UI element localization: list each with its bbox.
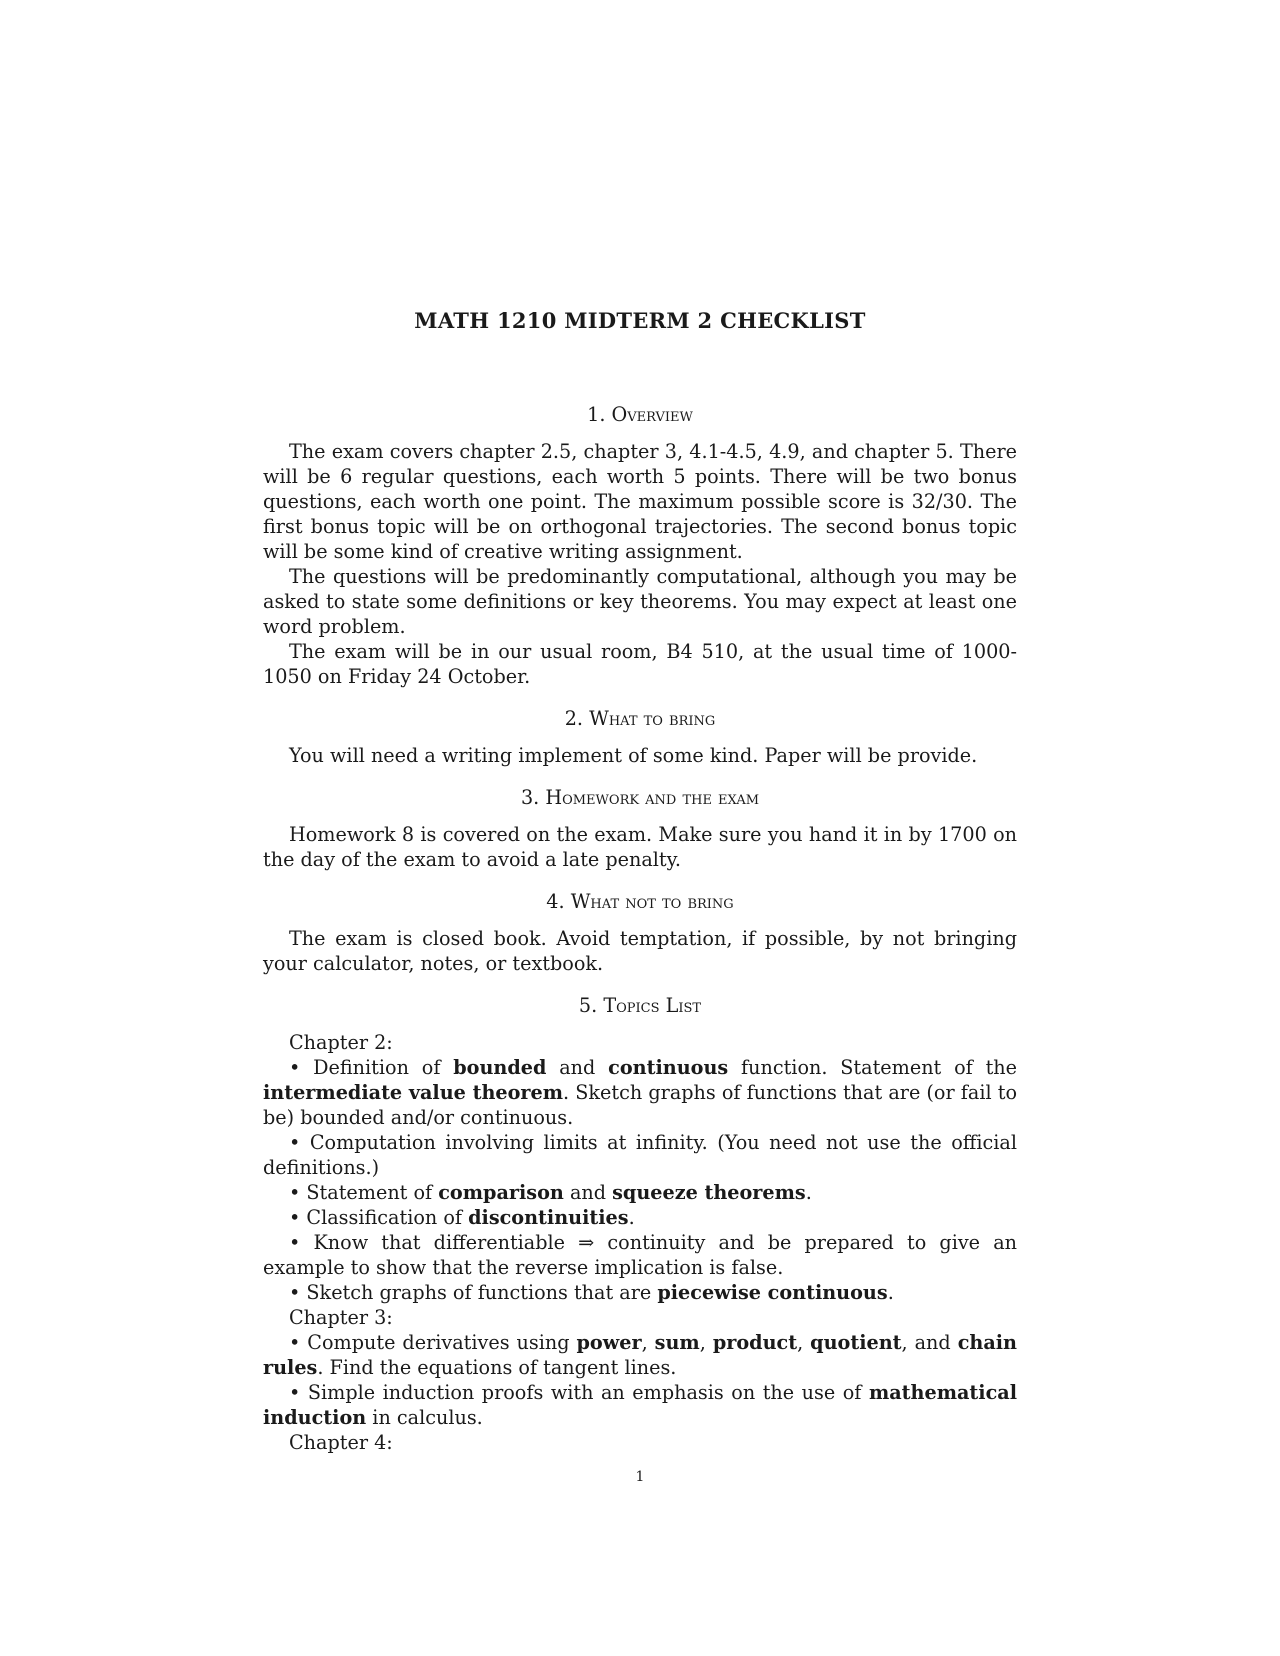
topic-text: function. Statement of the [728, 1056, 1017, 1079]
overview-paragraph: The exam covers chapter 2.5, chapter 3, 4.1-4.5, 4.9, and chapter 5. There will be 6 regular questions, each worth 5 points. There will be two bonus questions, each worth one point. The maximum possible score is 32/30. The first bonus topic will be on orthogonal trajectories. The second bonus topic will be some kind of creative writing assignment. [263, 440, 1017, 563]
chapter-2-label: Chapter 2: [289, 1031, 393, 1054]
topic-text: • Definition of [289, 1056, 454, 1079]
topic-text: in calculus. [366, 1406, 483, 1429]
topic-item [263, 1055, 1017, 1130]
topic-text: . [805, 1181, 812, 1204]
chapter-4-label: Chapter 4: [289, 1431, 393, 1454]
topic-keyword: bounded [453, 1056, 547, 1079]
topic-text: • Simple induction proofs with an emphasis on the use of [289, 1381, 869, 1404]
overview-paragraph: The questions will be predominantly computational, although you may be asked to state some definitions or key theorems. You may expect at least one word problem. [263, 565, 1017, 638]
topic-text: , and [901, 1331, 958, 1354]
topic-text: . [628, 1206, 635, 1229]
topic-text: • Sketch graphs of functions that are [289, 1281, 658, 1304]
topic-text: , [797, 1331, 811, 1354]
topic-item [263, 1230, 1017, 1280]
topic-item [263, 1380, 1017, 1430]
topic-text: • Classification of [289, 1206, 469, 1229]
homework-paragraph: Homework 8 is covered on the exam. Make sure you hand it in by 1700 on the day of the exam to avoid a late penalty. [263, 823, 1017, 871]
topic-text: and [546, 1056, 609, 1079]
topic-keyword: product [712, 1331, 798, 1354]
topic-item [263, 1130, 1017, 1180]
document-page [263, 0, 1017, 1656]
chapter-3-label: Chapter 3: [289, 1306, 393, 1329]
topic-text: and [563, 1181, 613, 1204]
topic-text: • Know that differentiable ⇒ continuity and be prepared to give an example to show that the reverse implication is false. [263, 1231, 1017, 1279]
topic-text: • Compute derivatives using [289, 1331, 577, 1354]
overview-paragraph: The exam will be in our usual room, B4 510, at the usual time of 1000-1050 on Friday 24 October. [263, 640, 1017, 688]
topic-keyword: quotient [810, 1331, 902, 1354]
topic-keyword: chain rules [263, 1331, 1017, 1379]
topic-item [263, 1280, 1017, 1305]
section-heading-topics-list: 5. Topics List [578, 994, 702, 1017]
section-heading-overview: 1. Overview [587, 403, 693, 426]
topic-keyword: comparison [438, 1181, 564, 1204]
topic-keyword: mathematical induction [263, 1381, 1017, 1429]
topic-item [263, 1180, 1017, 1205]
section-heading-what-not-to-bring: 4. What not to bring [546, 890, 734, 913]
topic-text: . Sketch graphs of functions that are (or fail to be) bounded and/or continuous. [263, 1081, 1017, 1129]
topic-keyword: sum [654, 1331, 700, 1354]
page-number: 1 [635, 1469, 645, 1485]
topic-text: , [699, 1331, 713, 1354]
section-heading-homework: 3. Homework and the exam [520, 786, 760, 809]
document-title: MATH 1210 MIDTERM 2 CHECKLIST [414, 308, 866, 333]
topic-item [263, 1330, 1017, 1380]
topic-text: . Find the equations of tangent lines. [317, 1356, 677, 1379]
topic-keyword: squeeze theorems [612, 1181, 806, 1204]
topic-text: • Statement of [289, 1181, 439, 1204]
topic-keyword: piecewise continuous [657, 1281, 888, 1304]
what-to-bring-paragraph: You will need a writing implement of some kind. Paper will be provide. [289, 744, 978, 767]
topic-keyword: intermediate value theorem [263, 1081, 564, 1104]
topic-keyword: power [576, 1331, 642, 1354]
topic-text: • Computation involving limits at infinity. (You need not use the official definitions.) [263, 1131, 1017, 1179]
topic-keyword: continuous [608, 1056, 729, 1079]
topic-text: . [887, 1281, 894, 1304]
section-heading-what-to-bring: 2. What to bring [564, 707, 716, 730]
document-body [263, 402, 1017, 1455]
what-not-to-bring-paragraph: The exam is closed book. Avoid temptation, if possible, by not bringing your calculator, notes, or textbook. [263, 927, 1017, 975]
topic-keyword: discontinuities [468, 1206, 629, 1229]
topic-item [263, 1205, 1017, 1230]
topic-text: , [641, 1331, 655, 1354]
